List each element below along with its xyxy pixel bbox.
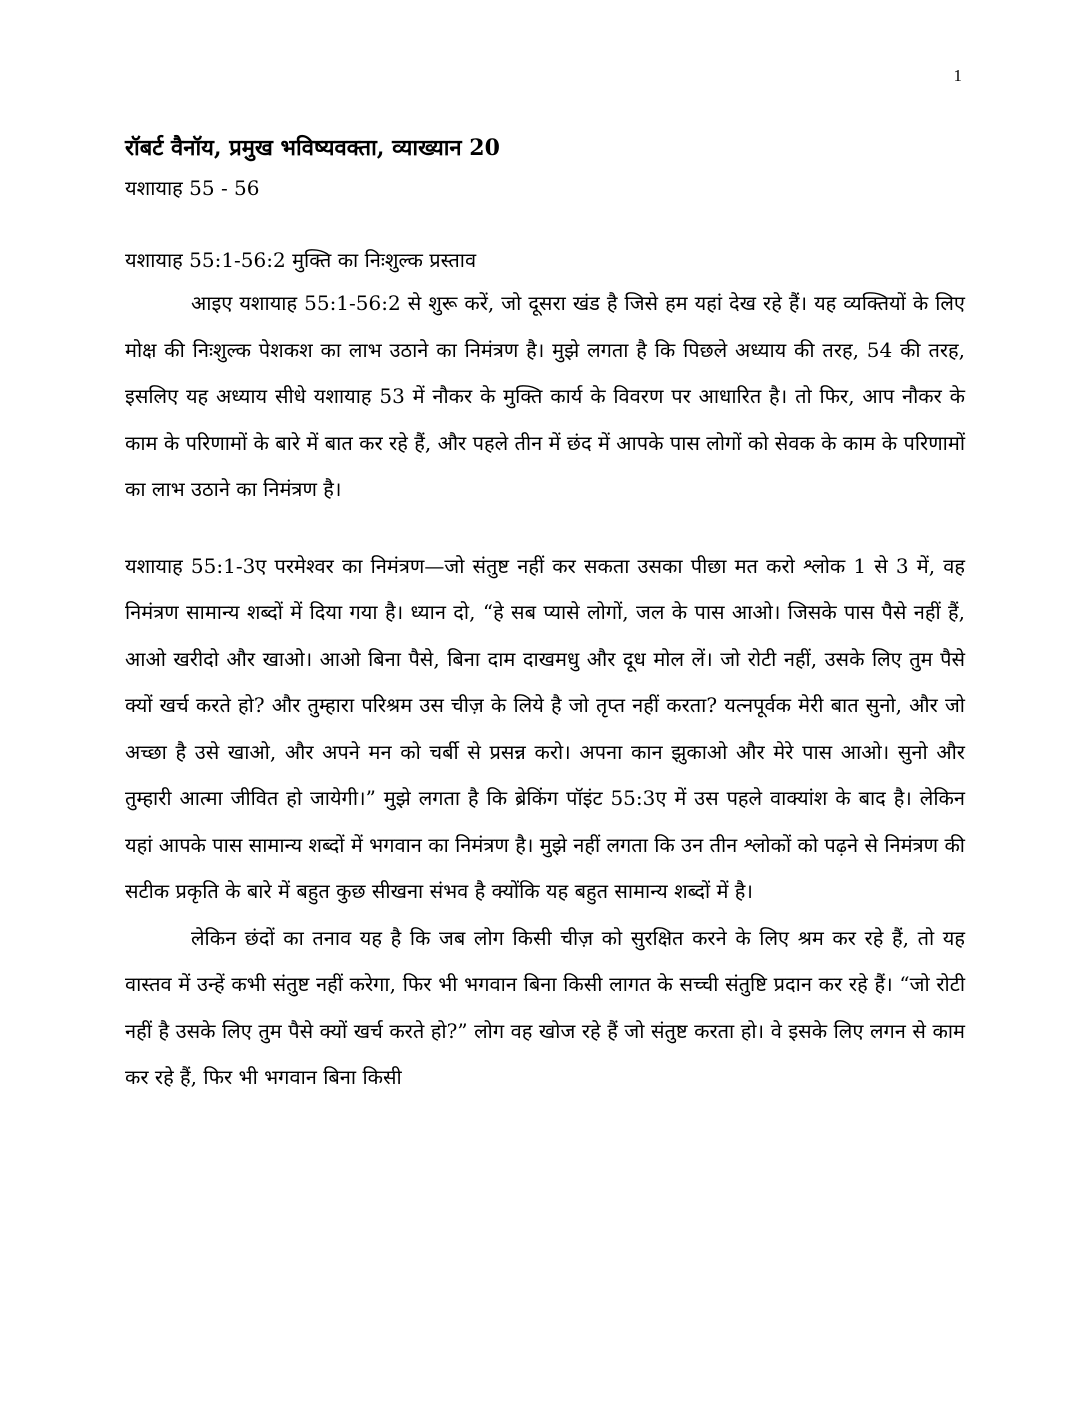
page-content <box>125 130 965 1101</box>
body-paragraph: लेकिन छंदों का तनाव यह है कि जब लोग किसी चीज़ को सुरक्षित करने के लिए श्रम कर रहे हैं, तो यह वास्तव में उन्हें कभी संतुष्ट नहीं करेगा, फिर भी भगवान बिना किसी लागत के सच्ची संतुष्टि प्रदान कर रहे हैं। “जो रोटी नहीं है उसके लिए तुम पैसे क्यों खर्च करते हो?” लोग वह खोज रहे हैं जो संतुष्ट करता हो। वे इसके लिए लगन से काम कर रहे हैं, फिर भी भगवान बिना किसी <box>125 925 965 1089</box>
document-subtitle: यशायाह 55 - 56 <box>125 176 260 200</box>
section-heading: यशायाह 55:1-56:2 मुक्ति का निःशुल्क प्रस्ताव <box>125 248 477 272</box>
paragraph-gap <box>125 513 965 543</box>
body-paragraph: आइए यशायाह 55:1-56:2 से शुरू करें, जो दूसरा खंड है जिसे हम यहां देख रहे हैं। यह व्यक्तियों के लिए मोक्ष की निःशुल्क पेशकश का लाभ उठाने का निमंत्रण है। मुझे लगता है कि पिछले अध्याय की तरह, 54 की तरह, इसलिए यह अध्याय सीधे यशायाह 53 में नौकर के मुक्ति कार्य के विवरण पर आधारित है। तो फिर, आप नौकर के काम के परिणामों के बारे में बात कर रहे हैं, और पहले तीन में छंद में आपके पास लोगों को सेवक के काम के परिणामों का लाभ उठाने का निमंत्रण है। <box>125 291 965 501</box>
body-paragraph: यशायाह 55:1-3ए परमेश्वर का निमंत्रण—जो संतुष्ट नहीं कर सकता उसका पीछा मत करो श्लोक 1 से 3 में, वह निमंत्रण सामान्य शब्दों में दिया गया है। ध्यान दो, “हे सब प्यासे लोगों, जल के पास आओ। जिसके पास पैसे नहीं हैं, आओ खरीदो और खाओ। आओ बिना पैसे, बिना दाम दाखमधु और दूध मोल लें। जो रोटी नहीं, उसके लिए तुम पैसे क्यों खर्च करते हो? और तुम्हारा परिश्रम उस चीज़ के लिये है जो तृप्त नहीं करता? यत्नपूर्वक मेरी बात सुनो, और जो अच्छा है उसे खाओ, और अपने मन को चर्बी से प्रसन्न करो। अपना कान झुकाओ और मेरे पास आओ। सुनो और तुम्हारी आत्मा जीवित हो जायेगी।” मुझे लगता है कि ब्रेकिंग पॉइंट 55:3ए में उस पहले वाक्यांश के बाद है। लेकिन यहां आपके पास सामान्य शब्दों में भगवान का निमंत्रण है। मुझे नहीं लगता कि उन तीन श्लोकों को पढ़ने से निमंत्रण की सटीक प्रकृति के बारे में बहुत कुछ सीखना संभव है क्योंकि यह बहुत सामान्य शब्दों में है। <box>125 553 965 903</box>
document-title: रॉबर्ट वैनॉय, प्रमुख भविष्यवक्ता, व्याख्यान 20 <box>125 135 500 161</box>
page-number: 1 <box>953 66 962 85</box>
